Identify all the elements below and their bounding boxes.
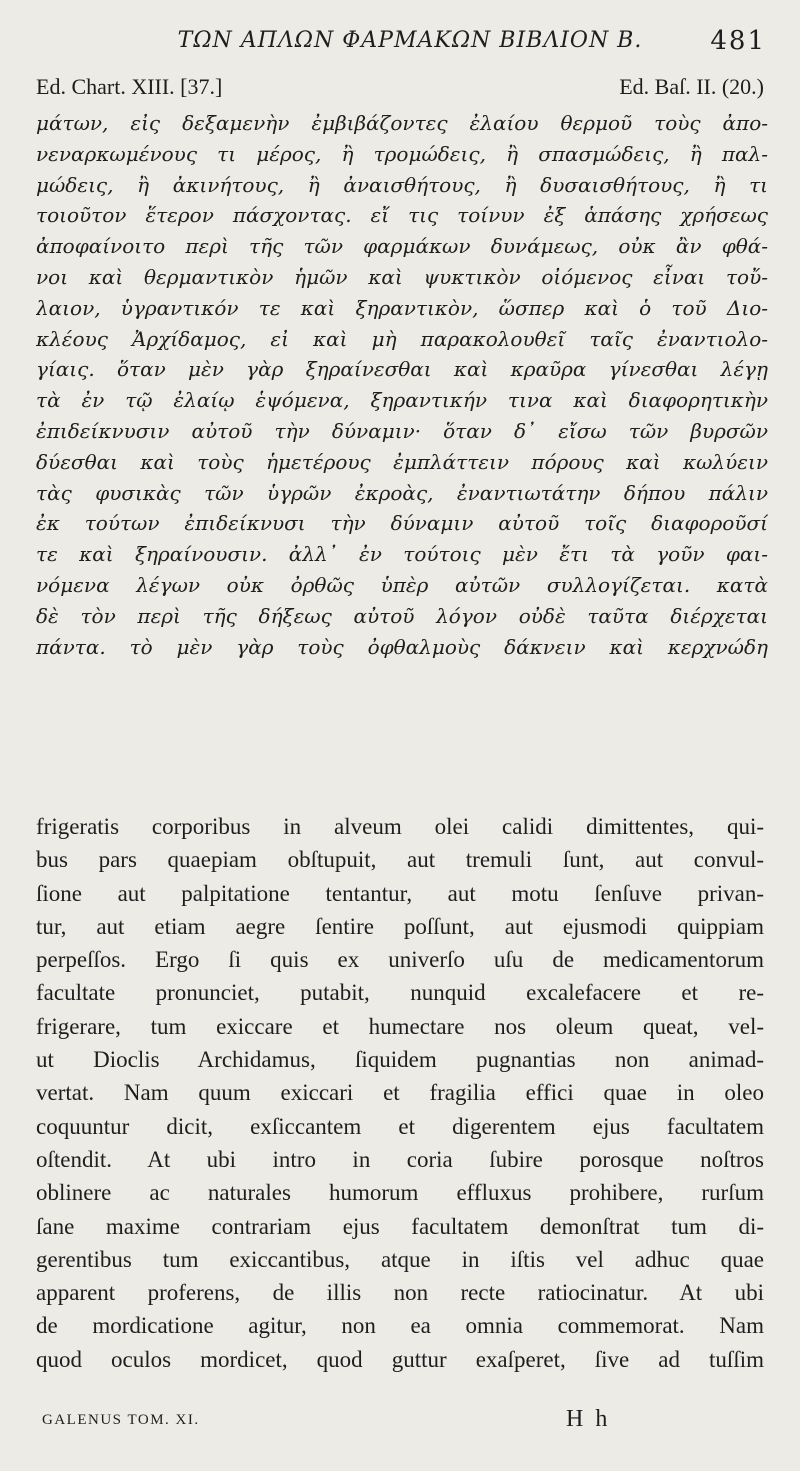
greek-line: μάτων, εἰς δεξαμενὴν ἐμβιβάζοντες ἐλαίου θερμοῦ τοὺς ἀπο- (36, 111, 768, 135)
page-number: 481 (710, 26, 766, 56)
greek-line: δὲ τὸν περὶ τῆς δήξεως αὐτοῦ λόγον οὐδὲ ταῦτα διέρχεται (36, 603, 768, 628)
running-title: ΤΩΝ ΑΠΛΩΝ ΦΑΡΜΑΚΩΝ ΒΙΒΛΙΟΝ Β. (177, 28, 643, 53)
greek-text-block (36, 108, 768, 662)
greek-line: γίαις. ὅταν μὲν γὰρ ξηραίνεσθαι καὶ κραῦρα γίνεσθαι λέγῃ (36, 357, 768, 382)
latin-line: vertat. Nam quum exiccari et fragilia effici quae in oleo (36, 1080, 764, 1106)
signature-mark-title: GALENUS TOM. XI. (42, 1412, 200, 1428)
edition-reference-chartier: Ed. Chart. XIII. [37.] (36, 74, 223, 99)
signature-mark-gathering: H h (566, 1406, 611, 1432)
latin-line: de mordicatione agitur, non ea omnia commemorat. Nam (36, 1313, 764, 1339)
greek-line: λαιον, ὑγραντικόν τε καὶ ξηραντικὸν, ὥσπερ καὶ ὁ τοῦ Διο- (36, 295, 768, 320)
greek-line: νόμενα λέγων οὐκ ὀρθῶς ὑπὲρ αὐτῶν συλλογίζεται. κατὰ (36, 572, 768, 597)
latin-line: perpeſſos. Ergo ſi quis ex univerſo uſu de medicamentorum (36, 947, 764, 973)
greek-line: ἀποφαίνοιτο περὶ τῆς τῶν φαρμάκων δυνάμεως, οὐκ ἂν φθά- (36, 234, 768, 259)
greek-line: ἐπιδείκνυσιν αὐτοῦ τὴν δύναμιν· ὅταν δ᾽ εἴσω τῶν βυρσῶν (36, 418, 768, 443)
latin-text-block (36, 810, 764, 1376)
latin-line: apparent proferens, de illis non recte ratiocinatur. At ubi (36, 1280, 764, 1306)
greek-line: νοι καὶ θερμαντικὸν ἡμῶν καὶ ψυκτικὸν οἰόμενος εἶναι τοὔ- (36, 264, 768, 289)
greek-line: κλέους Ἀρχίδαμος, εἰ καὶ μὴ παρακολουθεῖ ταῖς ἐναντιολο- (36, 326, 768, 351)
greek-line: τοιοῦτον ἕτερον πάσχοντας. εἴ τις τοίνυν ἐξ ἁπάσης χρήσεως (36, 203, 768, 228)
greek-line: μώδεις, ἢ ἀκινήτους, ἢ ἀναισθήτους, ἢ δυσαισθήτους, ἢ τι (36, 172, 768, 197)
latin-line: oblinere ac naturales humorum effluxus prohibere, rurſum (36, 1180, 764, 1206)
latin-line: gerentibus tum exiccantibus, atque in iſtis vel adhuc quae (36, 1246, 764, 1272)
latin-line: oſtendit. At ubi intro in coria ſubire porosque noſtros (36, 1146, 764, 1172)
latin-line: frigeratis corporibus in alveum olei calidi dimittentes, qui- (36, 814, 764, 839)
latin-line: bus pars quaepiam obſtupuit, aut tremuli ſunt, aut convul- (36, 847, 764, 873)
greek-line: τὰς φυσικὰς τῶν ὑγρῶν ἐκροὰς, ἐναντιωτάτην δήπου πάλιν (36, 480, 768, 505)
latin-line: coquuntur dicit, exſiccantem et digerentem ejus facultatem (36, 1113, 764, 1139)
latin-line: quod oculos mordicet, quod guttur exaſperet, ſive ad tuſſim (36, 1346, 764, 1372)
greek-line: πάντα. τὸ μὲν γὰρ τοὺς ὀφθαλμοὺς δάκνειν καὶ κερχνώδη (36, 634, 768, 659)
latin-line: ſione aut palpitatione tentantur, aut motu ſenſuve privan- (36, 880, 764, 906)
latin-line: facultate pronunciet, putabit, nunquid excalefacere et re- (36, 980, 764, 1006)
edition-reference-basel: Ed. Baſ. II. (20.) (619, 74, 764, 99)
latin-line: frigerare, tum exiccare et humectare nos oleum queat, vel- (36, 1013, 764, 1039)
latin-line: ut Dioclis Archidamus, ſiquidem pugnantias non animad- (36, 1047, 764, 1073)
latin-line: ſane maxime contrariam ejus facultatem demonſtrat tum di- (36, 1213, 764, 1239)
greek-line: ἐκ τούτων ἐπιδείκνυσι τὴν δύναμιν αὐτοῦ τοῖς διαφοροῦσί (36, 511, 768, 536)
latin-line: tur, aut etiam aegre ſentire poſſunt, aut ejusmodi quippiam (36, 913, 764, 939)
greek-line: νεναρκωμένους τι μέρος, ἢ τρομώδεις, ἢ σπασμώδεις, ἢ παλ- (36, 141, 768, 166)
greek-line: δύεσθαι καὶ τοὺς ἡμετέρους ἐμπλάττειν πόρους καὶ κωλύειν (36, 449, 768, 474)
greek-line: τε καὶ ξηραίνουσιν. ἀλλ᾽ ἐν τούτοις μὲν ἔτι τὰ γοῦν φαι- (36, 542, 768, 567)
greek-line: τὰ ἐν τῷ ἐλαίῳ ἑψόμενα, ξηραντικήν τινα καὶ διαφορητικὴν (36, 388, 768, 413)
